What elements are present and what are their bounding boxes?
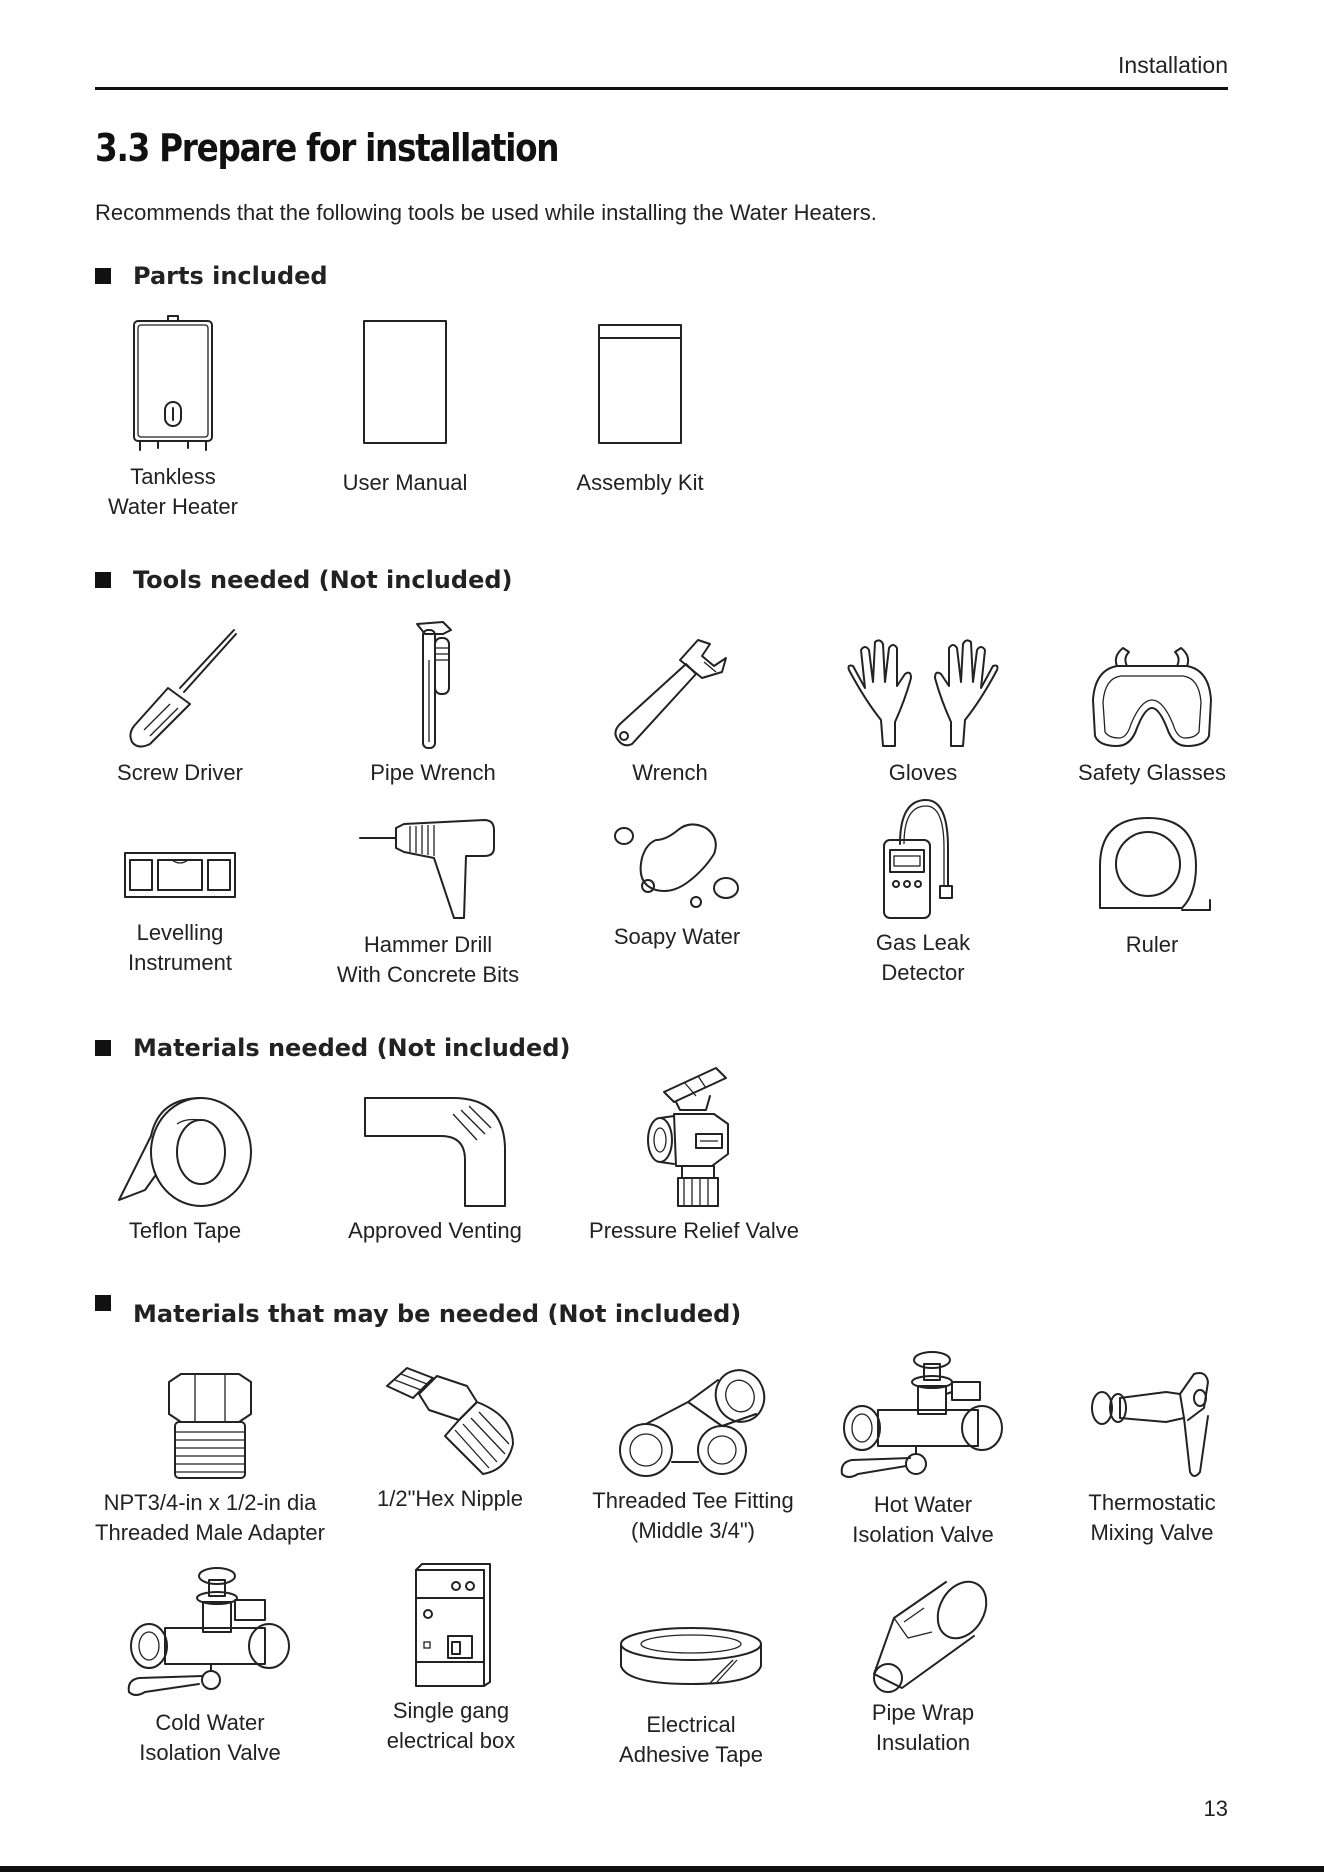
material-label: Teflon Tape: [128, 1218, 242, 1243]
soapy-water-icon: [612, 818, 742, 914]
material-item-pressure-relief-valve: [584, 1066, 804, 1246]
part-item-water-heater: [88, 314, 258, 522]
mixing-valve-icon: [1090, 1368, 1214, 1480]
cold-water-valve-icon: [127, 1566, 293, 1700]
electrical-box-icon: [408, 1562, 494, 1688]
optional-item-male-adapter: [80, 1372, 340, 1548]
page-title: 3.3 Prepare for installation: [95, 126, 559, 170]
intro-text: Recommends that the following tools be used while installing the Water Heaters.: [95, 200, 877, 225]
optional-item-electrical-tape: [601, 1626, 781, 1770]
tee-fitting-icon: [618, 1366, 768, 1478]
tool-item-ruler: [1062, 812, 1242, 960]
water-heater-icon: [128, 314, 218, 454]
male-adapter-icon: [165, 1372, 255, 1480]
manual-icon: [363, 320, 447, 444]
part-item-user-manual: [320, 320, 490, 498]
hex-nipple-icon: [383, 1364, 517, 1476]
tool-label: Screw Driver: [117, 760, 243, 785]
tool-label: Levelling Instrument: [128, 920, 232, 975]
tool-item-gloves: [833, 640, 1013, 788]
tool-item-level: [90, 852, 270, 978]
pipe-wrench-icon: [403, 620, 463, 750]
optional-label: Cold Water Isolation Valve: [139, 1710, 281, 1765]
tool-item-screwdriver: [90, 626, 270, 788]
wrench-icon: [610, 636, 730, 750]
tool-label: Hammer Drill With Concrete Bits: [336, 932, 520, 987]
optional-label: Hot Water Isolation Valve: [852, 1492, 994, 1547]
tool-label: Pipe Wrench: [370, 760, 496, 785]
optional-item-hex-nipple: [355, 1364, 545, 1514]
optional-item-electrical-box: [361, 1562, 541, 1756]
part-item-assembly-kit: [555, 324, 725, 498]
page-number: 13: [1203, 1796, 1228, 1821]
section-heading-tools-label: Tools needed (Not included): [133, 566, 513, 594]
tool-label: Soapy Water: [613, 924, 741, 949]
tool-item-hammer-drill: [333, 812, 523, 990]
section-heading-materials-label: Materials needed (Not included): [133, 1034, 571, 1062]
tape-measure-icon: [1092, 812, 1212, 922]
part-label: Tankless Water Heater: [107, 464, 238, 519]
material-item-venting: [340, 1096, 530, 1246]
section-heading-optional-label: Materials that may be needed (Not included): [133, 1300, 742, 1328]
gloves-icon: [843, 640, 1003, 750]
tool-item-wrench: [580, 636, 760, 788]
tool-item-soapy-water: [587, 818, 767, 952]
square-bullet-icon: [95, 1295, 111, 1311]
square-bullet-icon: [95, 572, 111, 588]
venting-icon: [363, 1096, 507, 1208]
material-label: Pressure Relief Valve: [589, 1218, 799, 1243]
pipe-insulation-icon: [858, 1578, 988, 1690]
optional-item-hot-water-valve: [833, 1350, 1013, 1550]
optional-item-cold-water-valve: [120, 1566, 300, 1768]
hot-water-valve-icon: [840, 1350, 1006, 1482]
optional-item-mixing-valve: [1062, 1368, 1242, 1548]
gas-leak-detector-icon: [878, 798, 968, 920]
assembly-kit-icon: [598, 324, 682, 444]
part-label: Assembly Kit: [576, 470, 704, 495]
material-item-teflon-tape: [95, 1096, 275, 1246]
electrical-tape-icon: [617, 1626, 765, 1688]
part-label: User Manual: [342, 470, 468, 495]
optional-label: Threaded Tee Fitting (Middle 3/4"): [592, 1488, 794, 1543]
level-icon: [124, 852, 236, 898]
section-heading-parts: [95, 262, 328, 290]
tool-item-gas-leak-detector: [833, 798, 1013, 988]
tool-item-pipe-wrench: [343, 620, 523, 788]
optional-label: Thermostatic Mixing Valve: [1088, 1490, 1216, 1545]
optional-label: NPT3/4-in x 1/2-in dia Threaded Male Adapter: [95, 1490, 325, 1545]
pressure-relief-valve-icon: [644, 1066, 744, 1208]
section-heading-tools: [95, 566, 513, 594]
section-heading-parts-label: Parts included: [133, 262, 328, 290]
header-section-label: Installation: [1118, 52, 1228, 78]
optional-label: Pipe Wrap Insulation: [871, 1700, 975, 1755]
bottom-edge-bar: [0, 1866, 1324, 1872]
tool-label: Ruler: [1125, 932, 1179, 957]
tool-item-safety-glasses: [1062, 646, 1242, 788]
screwdriver-icon: [120, 626, 240, 750]
section-heading-optional: [95, 1300, 741, 1328]
tool-label: Gas Leak Detector: [875, 930, 971, 985]
header-divider: [95, 87, 1228, 90]
tool-label: Gloves: [888, 760, 958, 785]
square-bullet-icon: [95, 1040, 111, 1056]
optional-label: 1/2"Hex Nipple: [377, 1486, 523, 1511]
optional-item-tee-fitting: [580, 1366, 806, 1546]
optional-item-pipe-insulation: [833, 1578, 1013, 1758]
teflon-tape-icon: [115, 1096, 255, 1208]
section-heading-materials: [95, 1034, 570, 1062]
hammer-drill-icon: [358, 812, 498, 922]
tool-label: Wrench: [632, 760, 708, 785]
optional-label: Electrical Adhesive Tape: [619, 1712, 763, 1767]
square-bullet-icon: [95, 268, 111, 284]
tool-label: Safety Glasses: [1078, 760, 1226, 785]
material-label: Approved Venting: [348, 1218, 522, 1243]
optional-label: Single gang electrical box: [386, 1698, 516, 1753]
safety-glasses-icon: [1087, 646, 1217, 750]
